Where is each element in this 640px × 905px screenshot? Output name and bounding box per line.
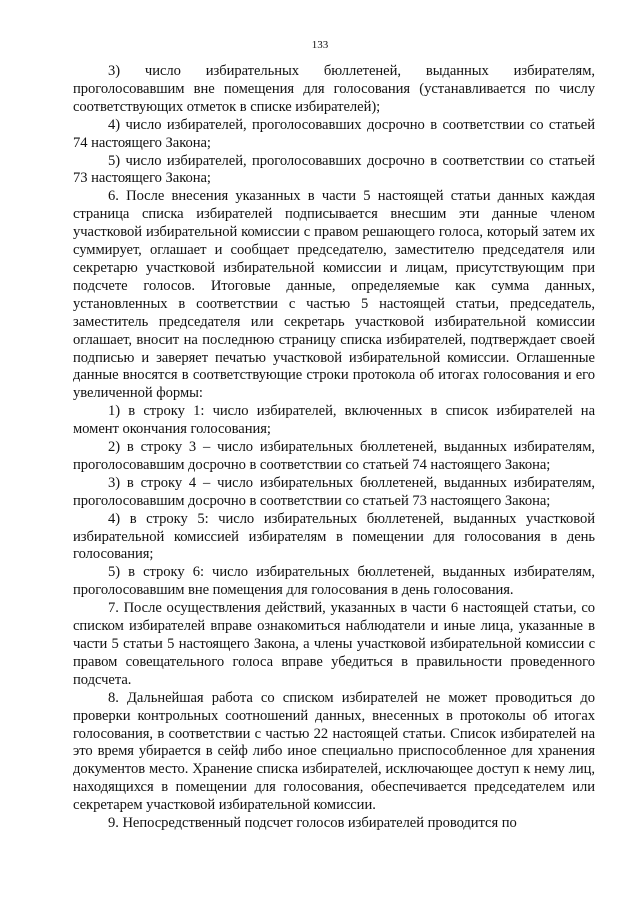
paragraph-line-6: 5) в строку 6: число избирательных бюллетеней, выданных избирателям, проголосовавшим вне помещения для голосования в день голосования. <box>73 564 595 599</box>
paragraph-line-3: 2) в строку 3 – число избирательных бюллетеней, выданных избирателям, проголосовавшим досрочно в соответствии со статьей 74 настоящего Закона; <box>73 439 595 473</box>
paragraph-part-6: 6. После внесения указанных в части 5 настоящей статьи данных каждая страница списка избирателей подписывается внесшим эти данные членом участковой избирательной комиссии с правом решающего голоса, который затем их суммирует, оглашает и сообщает председателю, заместителю председателя или секретарю участковой избирательной комиссии и лицам, присутствующим при подсчете голосов. Итоговые данные, определяемые как сумма данных, установленных в соответствии с частью 5 настоящей статьи, председатель, заместитель председателя или секретарь участковой избирательной комиссии оглашает, вносит на последнюю страницу списка избирателей, подтверждает своей подписью и заверяет печатью участковой избирательной комиссии. Оглашенные данные вносятся в соответствующие строки протокола об итогах голосования и его увеличенной формы: <box>73 188 595 402</box>
paragraph-item-4: 4) число избирателей, проголосовавших досрочно в соответствии со статьей 74 настоящего Закона; <box>73 116 595 151</box>
paragraph-part-9: 9. Непосредственный подсчет голосов избирателей проводится по <box>108 815 517 832</box>
paragraph-item-3: 3) число избирательных бюллетеней, выданных избирателям, проголосовавшим вне помещения для голосования (устанавливается по числу соответствующих отметок в списке избирателей); <box>73 63 595 115</box>
paragraph-part-8: 8. Дальнейшая работа со списком избирателей не может проводиться до проверки контрольных соотношений данных, внесенных в протоколы об итогах голосования, в соответствии с частью 22 настоящей статьи. Список избирателей на это время убирается в сейф либо иное специально приспособленное для хранения документов место. Хранение списка избирателей, исключающее доступ к нему лиц, находящихся в помещении для голосования, обеспечивается председателем или секретарем участковой избирательной комиссии. <box>73 689 595 814</box>
paragraph-item-5: 5) число избирателей, проголосовавших досрочно в соответствии со статьей 73 настоящего Закона; <box>73 152 595 187</box>
page-number: 133 <box>311 39 329 51</box>
paragraph-line-4: 3) в строку 4 – число избирательных бюллетеней, выданных избирателям, проголосовавшим досрочно в соответствии со статьей 73 настоящего Закона; <box>73 474 595 509</box>
paragraph-line-5: 4) в строку 5: число избирательных бюллетеней, выданных участковой избирательной комиссией избирателям в помещении для голосования в день голосования; <box>73 510 595 563</box>
document-body <box>73 63 595 833</box>
paragraph-line-1: 1) в строку 1: число избирателей, включенных в список избирателей на момент окончания голосования; <box>73 403 595 438</box>
paragraph-part-7: 7. После осуществления действий, указанных в части 6 настоящей статьи, со списком избирателей вправе ознакомиться наблюдатели и иные лица, указанные в части 5 статьи 5 настоящего Закона, а члены участковой избирательной комиссии с правом совещательного голоса вправе убедиться в правильности проведенного подсчета. <box>73 600 595 688</box>
